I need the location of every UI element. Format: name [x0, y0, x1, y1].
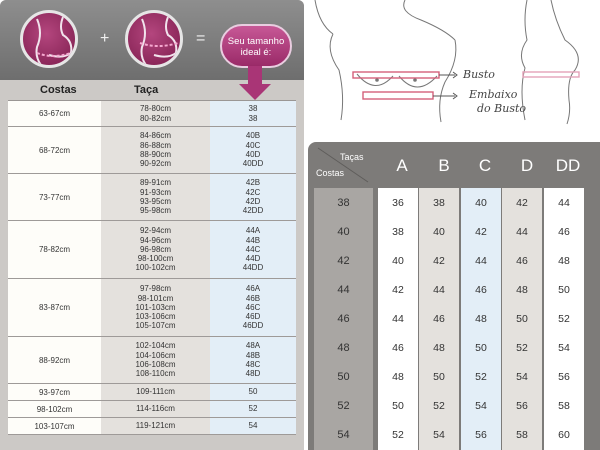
- equals-sign: =: [196, 30, 206, 47]
- taca-cell: [101, 174, 210, 220]
- cup-value-cell: 36: [378, 188, 418, 218]
- cup-header-b: B: [438, 156, 450, 175]
- costas-size-cell: 40: [314, 217, 373, 247]
- cup-table-row: [314, 420, 600, 450]
- taca-value: 114-116cm: [136, 404, 175, 414]
- tamanho-value: 38: [248, 104, 258, 114]
- costas-cell: 83-87cm: [8, 279, 101, 336]
- taca-value: 89-91cm: [139, 178, 172, 188]
- cup-value-cell: 44: [544, 188, 584, 218]
- taca-value: 102-104cm: [135, 341, 176, 351]
- tamanho-value: 48B: [245, 350, 261, 360]
- costas-size-cell: 46: [314, 304, 373, 334]
- size-row: [8, 174, 296, 221]
- tamanho-cell: [210, 221, 296, 278]
- taca-value: 84-86cm: [139, 131, 172, 141]
- cup-value-cell: 38: [419, 188, 459, 218]
- cup-value-cell: 48: [544, 246, 584, 276]
- cup-value-cell: 54: [502, 362, 542, 392]
- cup-table-row: [314, 246, 600, 276]
- tamanho-value: 52: [248, 404, 258, 414]
- taca-value: 92-94cm: [139, 226, 172, 236]
- underbust-measure-icon: [20, 10, 78, 68]
- taca-value: 98-101cm: [137, 293, 174, 303]
- taca-cell: [101, 418, 210, 434]
- ideal-size-bubble: Seu tamanho ideal é:: [220, 24, 292, 68]
- cup-value-cell: 52: [502, 333, 542, 363]
- size-row: [8, 384, 296, 401]
- cup-value-cell: 52: [544, 304, 584, 334]
- cup-value-cell: 38: [378, 217, 418, 247]
- tamanho-value: 46A: [245, 284, 261, 294]
- tamanho-cell: [210, 337, 296, 383]
- cup-value-cell: 58: [502, 420, 542, 450]
- cup-value-cell: 60: [544, 420, 584, 450]
- tamanho-value: 38: [248, 113, 258, 123]
- tamanho-value: 40DD: [242, 159, 264, 169]
- cup-value-cell: 46: [461, 275, 501, 305]
- tamanho-value: 48A: [245, 341, 261, 351]
- tamanho-value: 40C: [245, 140, 261, 150]
- tamanho-value: 54: [248, 421, 258, 431]
- taca-cell: [101, 279, 210, 336]
- taca-cell: [101, 401, 210, 417]
- taca-value: 105-107cm: [135, 321, 176, 331]
- cup-value-cell: 48: [378, 362, 418, 392]
- arrow-down-icon: [239, 84, 271, 100]
- busto-label: Busto: [463, 68, 495, 81]
- taca-value: 80-82cm: [139, 113, 172, 123]
- tamanho-cell: [210, 401, 296, 417]
- table-corner-header: [308, 142, 373, 186]
- tamanho-value: 44D: [245, 254, 261, 264]
- tamanho-value: 42DD: [242, 206, 264, 216]
- cup-value-cell: 54: [419, 420, 459, 450]
- taca-value: 108-110cm: [135, 369, 176, 379]
- cup-table-row: [314, 217, 600, 247]
- cup-header-c: C: [478, 156, 492, 175]
- tamanho-value: 46B: [245, 293, 261, 303]
- taca-cell: [101, 127, 210, 173]
- tamanho-value: 46C: [245, 302, 261, 312]
- taca-value: 90-92cm: [139, 159, 172, 169]
- size-row: [8, 279, 296, 337]
- cup-value-cell: 44: [419, 275, 459, 305]
- cup-value-cell: 50: [419, 362, 459, 392]
- torso-drawing: [305, 0, 600, 140]
- cup-value-cell: 56: [544, 362, 584, 392]
- costas-size-cell: 54: [314, 420, 373, 450]
- cup-value-cell: 42: [419, 246, 459, 276]
- tamanho-value: 44C: [245, 244, 261, 254]
- cup-value-cell: 46: [502, 246, 542, 276]
- taca-value: 86-88cm: [139, 140, 172, 150]
- cup-header-d: D: [520, 156, 534, 175]
- size-row: [8, 401, 296, 418]
- cup-value-cell: 40: [461, 188, 501, 218]
- tamanho-cell: [210, 174, 296, 220]
- costas-size-cell: 42: [314, 246, 373, 276]
- tamanho-value: 46D: [245, 312, 261, 322]
- size-row: [8, 221, 296, 279]
- cup-table-row: [314, 304, 600, 334]
- taca-cell: [101, 337, 210, 383]
- costas-cell: 98-102cm: [8, 401, 101, 417]
- tamanho-value: 42C: [245, 187, 261, 197]
- cup-table-row: [314, 275, 600, 305]
- corner-label-tacas: Taças: [340, 152, 364, 162]
- taca-value: 109-111cm: [136, 387, 175, 397]
- measurement-illustration: [305, 0, 600, 140]
- costas-size-cell: 50: [314, 362, 373, 392]
- bust-measure-icon: [125, 10, 183, 68]
- tamanho-cell: [210, 384, 296, 400]
- tamanho-value: 40B: [245, 131, 261, 141]
- tamanho-value: 44A: [245, 226, 261, 236]
- costas-size-cell: 44: [314, 275, 373, 305]
- cup-value-cell: 50: [461, 333, 501, 363]
- tamanho-value: 48C: [245, 360, 261, 369]
- cup-value-cell: 44: [378, 304, 418, 334]
- taca-cell: [101, 221, 210, 278]
- taca-value: 119-121cm: [135, 421, 176, 431]
- tamanho-value: 44B: [245, 235, 261, 245]
- cup-value-cell: 50: [502, 304, 542, 334]
- tamanho-value: 50: [248, 387, 258, 397]
- costas-cell: 93-97cm: [8, 384, 101, 400]
- cup-table-row: [314, 362, 600, 392]
- cup-value-cell: 54: [544, 333, 584, 363]
- costas-cell: 78-82cm: [8, 221, 101, 278]
- cup-value-cell: 46: [378, 333, 418, 363]
- embaixo-label-line2: do Busto: [477, 102, 527, 115]
- cup-value-cell: 48: [502, 275, 542, 305]
- costas-cell: 103-107cm: [8, 418, 101, 434]
- cup-value-cell: 46: [544, 217, 584, 247]
- cup-value-cell: 40: [378, 246, 418, 276]
- taca-cell: [101, 384, 210, 400]
- taca-value: 78-80cm: [139, 104, 172, 114]
- cup-value-cell: 58: [544, 391, 584, 421]
- tamanho-value: 42D: [245, 197, 261, 206]
- cup-value-cell: 42: [461, 217, 501, 247]
- cup-value-cell: 52: [419, 391, 459, 421]
- cup-value-cell: 56: [502, 391, 542, 421]
- costas-size-cell: 38: [314, 188, 373, 218]
- tamanho-value: 42B: [245, 178, 261, 188]
- taca-value: 101-103cm: [135, 302, 176, 312]
- costas-size-cell: 48: [314, 333, 373, 363]
- tamanho-cell: [210, 101, 296, 126]
- column-header-costas: Costas: [40, 84, 77, 96]
- tamanho-value: 46DD: [242, 321, 264, 331]
- costas-size-cell: 52: [314, 391, 373, 421]
- cup-value-cell: 48: [419, 333, 459, 363]
- taca-value: 91-93cm: [139, 187, 172, 197]
- plus-sign: +: [100, 30, 110, 47]
- taca-value: 98-100cm: [137, 254, 174, 264]
- cup-value-cell: 48: [461, 304, 501, 334]
- taca-value: 97-98cm: [139, 284, 172, 294]
- embaixo-label-line1: Embaixo: [469, 88, 518, 101]
- cup-header-a: A: [396, 156, 408, 175]
- cup-value-cell: 42: [502, 188, 542, 218]
- tamanho-cell: [210, 418, 296, 434]
- taca-value: 94-96cm: [139, 235, 172, 245]
- taca-value: 88-90cm: [139, 150, 172, 159]
- tamanho-cell: [210, 279, 296, 336]
- size-row: [8, 337, 296, 384]
- taca-value: 93-95cm: [139, 197, 172, 206]
- taca-value: 104-106cm: [135, 350, 176, 360]
- cup-value-cell: 54: [461, 391, 501, 421]
- cup-value-cell: 44: [502, 217, 542, 247]
- cup-value-cell: 52: [461, 362, 501, 392]
- cup-value-cell: 50: [544, 275, 584, 305]
- taca-value: 100-102cm: [135, 263, 176, 273]
- costas-cell: 68-72cm: [8, 127, 101, 173]
- cup-table-row: [314, 188, 600, 218]
- cup-value-cell: 56: [461, 420, 501, 450]
- cup-table-row: [314, 333, 600, 363]
- costas-cell: 88-92cm: [8, 337, 101, 383]
- cup-header-dd: DD: [555, 156, 581, 175]
- size-row: [8, 418, 296, 435]
- cup-value-cell: 46: [419, 304, 459, 334]
- size-row: [8, 101, 296, 127]
- cup-value-cell: 50: [378, 391, 418, 421]
- taca-value: 103-106cm: [135, 312, 176, 322]
- arrow-down-shaft: [248, 66, 262, 86]
- cup-value-cell: 42: [378, 275, 418, 305]
- tamanho-value: 44DD: [242, 263, 264, 273]
- size-row: [8, 127, 296, 174]
- tamanho-cell: [210, 127, 296, 173]
- corner-label-costas: Costas: [316, 168, 345, 178]
- costas-cell: 73-77cm: [8, 174, 101, 220]
- cup-value-cell: 40: [419, 217, 459, 247]
- tamanho-value: 48D: [245, 369, 261, 379]
- taca-cell: [101, 101, 210, 126]
- column-header-taca: Taça: [134, 84, 159, 96]
- taca-value: 95-98cm: [139, 206, 172, 216]
- tamanho-value: 40D: [245, 150, 261, 159]
- taca-value: 96-98cm: [139, 244, 172, 254]
- costas-cell: 63-67cm: [8, 101, 101, 126]
- cup-value-cell: 44: [461, 246, 501, 276]
- cup-table-row: [314, 391, 600, 421]
- cup-value-cell: 52: [378, 420, 418, 450]
- taca-value: 106-108cm: [135, 360, 176, 369]
